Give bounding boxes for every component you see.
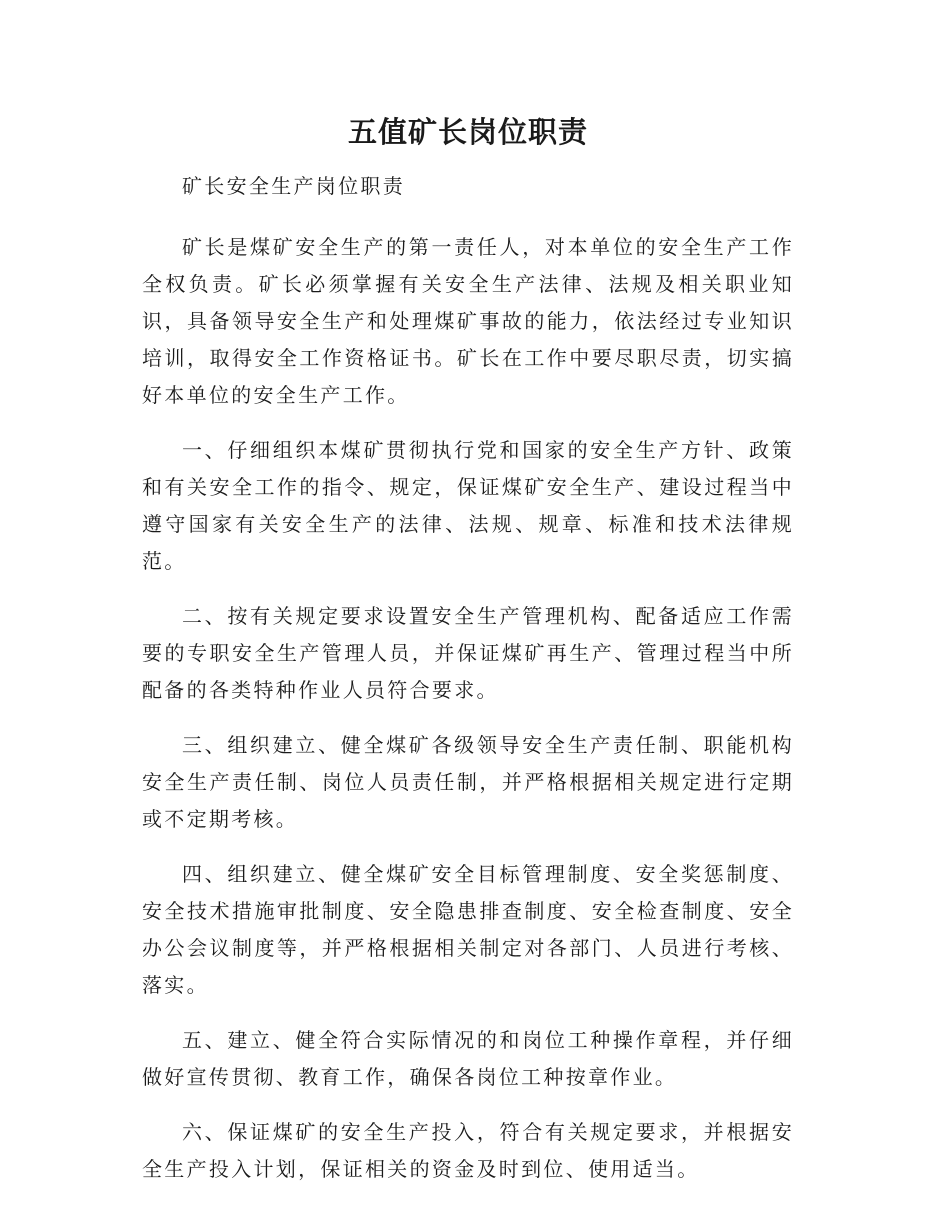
paragraph-intro: 矿长是煤矿安全生产的第一责任人，对本单位的安全生产工作全权负责。矿长必须掌握有关安全生产法律、法规及相关职业知识，具备领导安全生产和处理煤矿事故的能力，依法经过专业知识培训，取得安全工作资格证书。矿长在工作中要尽职尽责，切实搞好本单位的安全生产工作。 (142, 235, 794, 407)
section-heading: 矿长安全生产岗位职责 (182, 174, 405, 198)
paragraph-item-6: 六、保证煤矿的安全生产投入，符合有关规定要求，并根据安全生产投入计划，保证相关的资金及时到位、使用适当。 (142, 1120, 794, 1181)
paragraph-item-1: 一、仔细组织本煤矿贯彻执行党和国家的安全生产方针、政策和有关安全工作的指令、规定，保证煤矿安全生产、建设过程当中遵守国家有关安全生产的法律、法规、规章、标准和技术法律规范。 (142, 438, 794, 573)
paragraph-item-4: 四、组织建立、健全煤矿安全目标管理制度、安全奖惩制度、安全技术措施审批制度、安全隐患排查制度、安全检查制度、安全办公会议制度等，并严格根据相关制定对各部门、人员进行考核、落实。 (142, 862, 794, 997)
paragraph-item-2: 二、按有关规定要求设置安全生产管理机构、配备适应工作需要的专职安全生产管理人员，并保证煤矿再生产、管理过程当中所配备的各类特种作业人员符合要求。 (142, 604, 794, 702)
paragraph-item-3: 三、组织建立、健全煤矿各级领导安全生产责任制、职能机构安全生产责任制、岗位人员责任制，并严格根据相关规定进行定期或不定期考核。 (142, 733, 794, 831)
paragraph-item-5: 五、建立、健全符合实际情况的和岗位工种操作章程，并仔细做好宣传贯彻、教育工作，确保各岗位工种按章作业。 (142, 1028, 794, 1089)
document-title: 五值矿长岗位职责 (347, 115, 588, 149)
document-page (142, 110, 794, 1206)
